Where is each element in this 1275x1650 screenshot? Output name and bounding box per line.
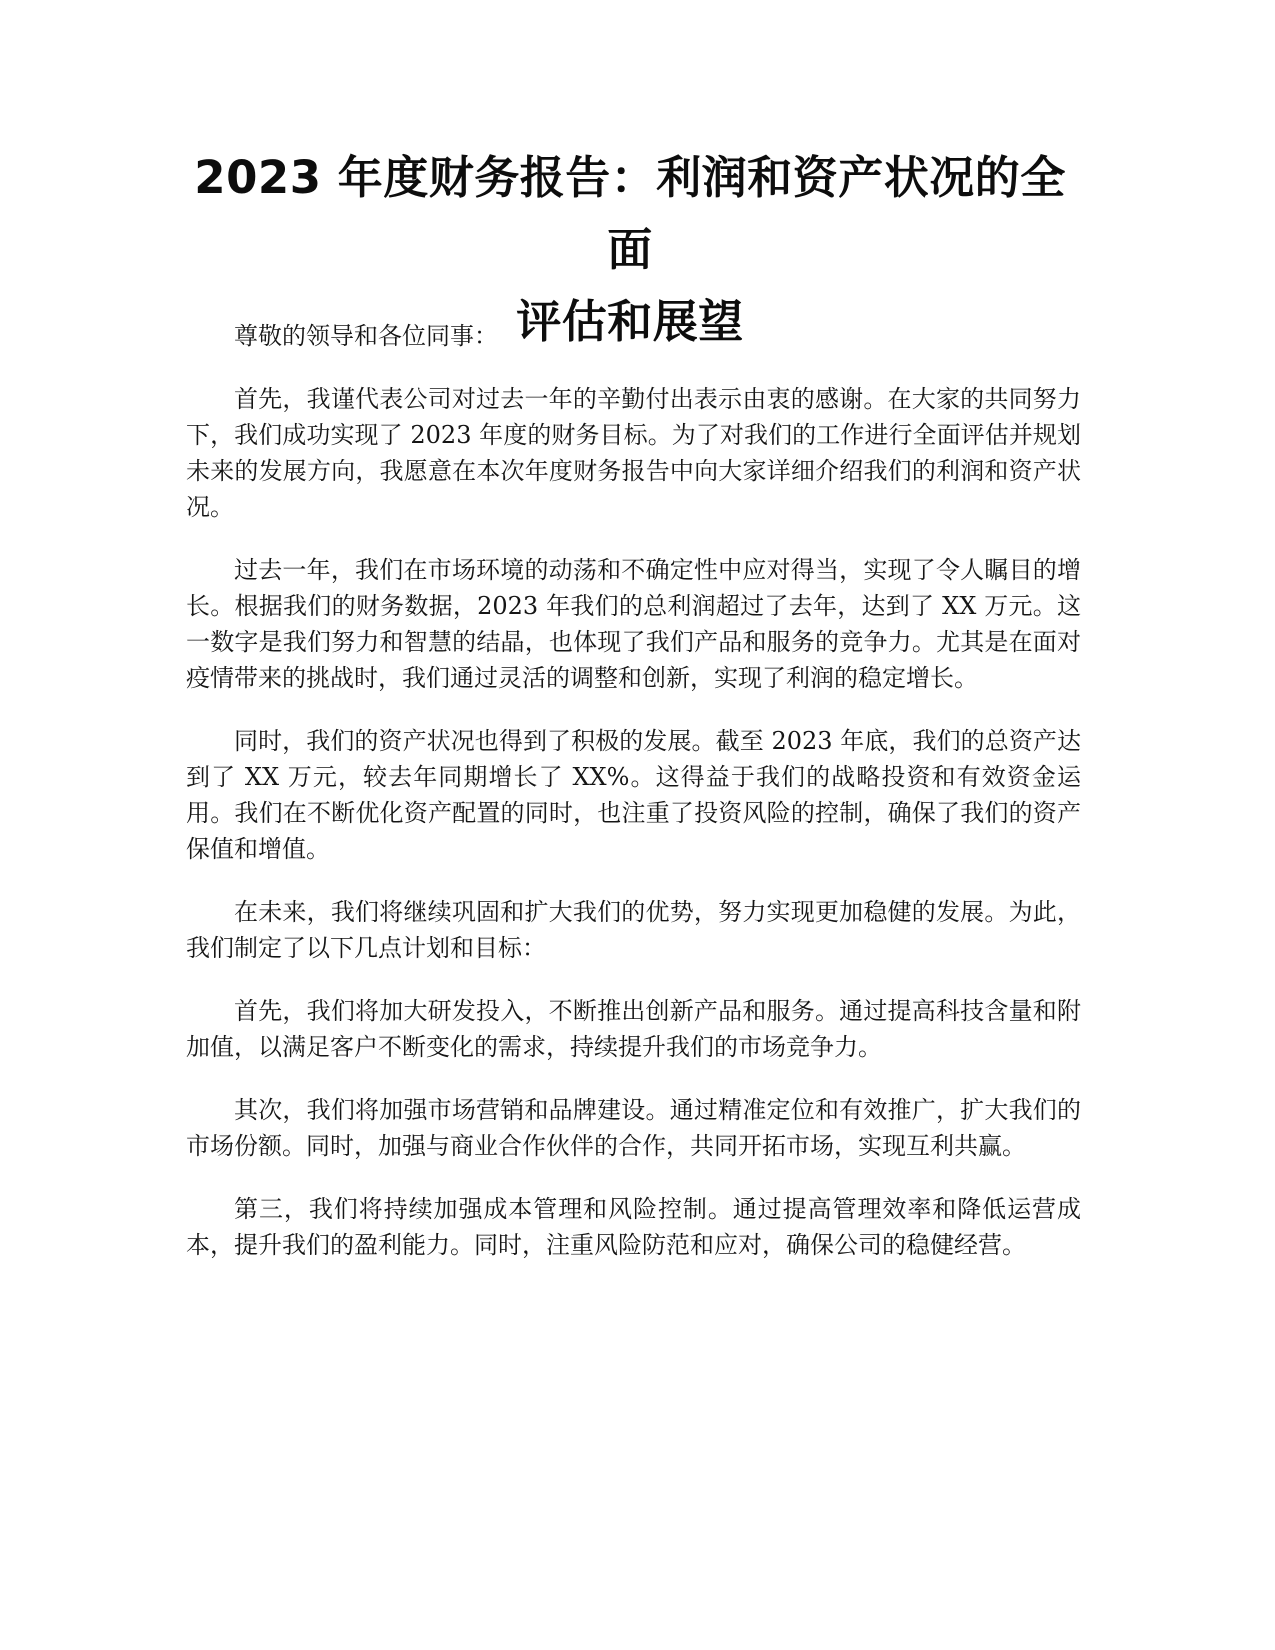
- paragraph-plan-cost: 第三，我们将持续加强成本管理和风险控制。通过提高管理效率和降低运营成本，提升我们的盈利能力。同时，注重风险防范和应对，确保公司的稳健经营。: [186, 1195, 1081, 1259]
- paragraph-profit: 过去一年，我们在市场环境的动荡和不确定性中应对得当，实现了令人瞩目的增长。根据我们的财务数据，2023 年我们的总利润超过了去年，达到了 XX 万元。这一数字是我们努力和智慧的结晶，也体现了我们产品和服务的竞争力。尤其是在面对疫情带来的挑战时，我们通过灵活的调整和创新，实现了利润的稳定增长。: [186, 556, 1081, 692]
- paragraph-assets: 同时，我们的资产状况也得到了积极的发展。截至 2023 年底，我们的总资产达到了 XX 万元，较去年同期增长了 XX%。这得益于我们的战略投资和有效资金运用。我们在不断优化资产配置的同时，也注重了投资风险的控制，确保了我们的资产保值和增值。: [186, 727, 1081, 863]
- title-line-1: 2023 年度财务报告：利润和资产状况的全面: [194, 151, 1066, 276]
- salutation: 尊敬的领导和各位同事：: [234, 322, 498, 350]
- title-line-2: 评估和展望: [516, 295, 744, 348]
- paragraph-thanks: 首先，我谨代表公司对过去一年的辛勤付出表示由衷的感谢。在大家的共同努力下，我们成功实现了 2023 年度的财务目标。为了对我们的工作进行全面评估并规划未来的发展方向，我愿意在本次年度财务报告中向大家详细介绍我们的利润和资产状况。: [186, 385, 1081, 521]
- paragraph-plan-marketing: 其次，我们将加强市场营销和品牌建设。通过精准定位和有效推广，扩大我们的市场份额。同时，加强与商业合作伙伴的合作，共同开拓市场，实现互利共赢。: [186, 1096, 1081, 1160]
- paragraph-future: 在未来，我们将继续巩固和扩大我们的优势，努力实现更加稳健的发展。为此，我们制定了以下几点计划和目标：: [186, 898, 1081, 962]
- document-body: [186, 318, 1081, 1290]
- paragraph-plan-rd: 首先，我们将加大研发投入，不断推出创新产品和服务。通过提高科技含量和附加值，以满足客户不断变化的需求，持续提升我们的市场竞争力。: [186, 997, 1081, 1061]
